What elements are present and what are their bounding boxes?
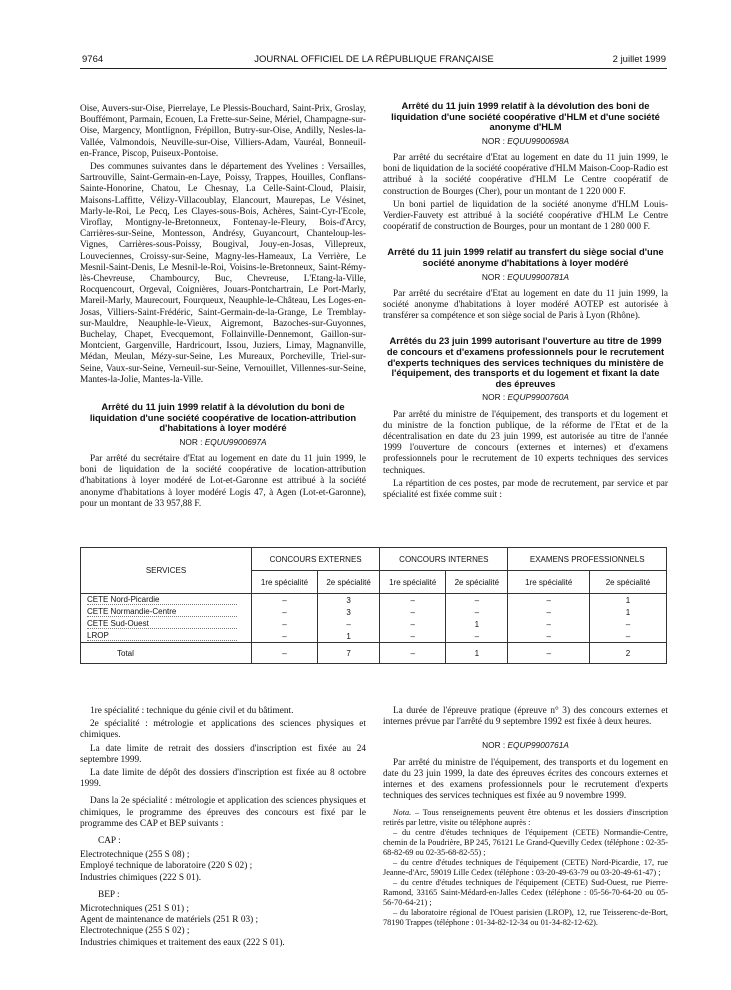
- table-row: [81, 606, 667, 618]
- table-row: [81, 630, 667, 643]
- service-name: LROP: [87, 631, 237, 641]
- paragraph: Des communes suivantes dans le département des Yvelines : Versailles, Sartrouville, Saint-Germain-en-Laye, Poissy, Trappes, Houilles, Conflans-Sainte-Honorine, Chatou, Le Chesnay, La Celle-Saint-Cloud, Plaisir, Maisons-Laffitte, Vélizy-Villacoublay, Elancourt, Maurepas, Le Vésinet, Marly-le-Roi, Le Pecq, Les Clayes-sous-Bois, Achères, Saint-Cyr-l'Ecole, Viroflay, Montigny-le-Bretonneux, Fontenay-le-Fleury, Bois-d'Arcy, Carrières-sur-Seine, Montesson, Andrésy, Guyancourt, Chanteloup-les-Vignes, Carrières-sous-Poissy, Bougival, Jouy-en-Josas, Villepreux, Louveciennes, Croissy-sur-Seine, Magny-les-Hameaux, La Verrière, Le Mesnil-Saint-Denis, Le Mesnil-le-Roi, Voisins-le-Bretonneux, Saint-Rémy-lès-Chevreuse, Chambourcy, Buc, Chevreuse, L'Etang-la-Ville, Rocquencourt, Orgeval, Coignières, Jouars-Pontchartrain, Le Port-Marly, Mareil-Marly, Maurecourt, Fourqueux, Neauphle-le-Château, Les Loges-en-Josas, Villiers-Saint-Frédéric, Saint-Germain-de-la-Grange, Le Tremblay-sur-Mauldre, Neauphle-le-Vieux, Aigremont, Bazoches-sur-Guyonnes, Buchelay, Chapet, Evecquemont, Follainville-Dennemont, Gaillon-sur-Montcient, Gargenville, Hardricourt, Issou, Juziers, Limay, Magnanville, Médan, Meulan, Mézy-sur-Seine, Les Mureaux, Porcheville, Triel-sur-Seine, Vaux-sur-Seine, Verneuil-sur-Seine, Vernouillet, Villennes-sur-Seine, Mantes-la-Jolie, Mantes-la-Ville.: [80, 162, 366, 385]
- cap-list: [80, 850, 366, 884]
- bep-label: BEP :: [98, 889, 120, 900]
- service-name: CETE Sud-Ouest: [87, 619, 237, 629]
- bep-list: [80, 904, 366, 949]
- table-cell: 1: [446, 618, 508, 630]
- table-cell: 3: [317, 606, 379, 618]
- table-row: [81, 594, 667, 607]
- list-item: Microtechniques (251 S 01) ;: [80, 904, 189, 915]
- table-cell: –: [508, 630, 589, 643]
- journal-title: JOURNAL OFFICIEL DE LA RÉPUBLIQUE FRANÇAISE: [254, 54, 494, 65]
- table-group-header: CONCOURS EXTERNES: [252, 548, 380, 571]
- table-subheader: 1re spécialité: [252, 571, 318, 594]
- table-cell: –: [446, 594, 508, 607]
- service-name: Total: [117, 648, 134, 658]
- table-cell: –: [252, 630, 318, 643]
- table-cell: 2: [589, 643, 666, 664]
- table-cell: –: [380, 630, 446, 643]
- list-item: Employé technique de laboratoire (220 S 02) ;: [80, 861, 253, 872]
- table-total-row: [81, 643, 667, 664]
- paragraph: Un boni partiel de liquidation de la société anonyme d'HLM Louis-Verdier-Fauvety est attribué à la société coopérative d'HLM Le Centre coopératif de construction de Bourges, pour un montant de 1 280 000 F.: [383, 199, 668, 233]
- paragraph: La répartition de ces postes, par mode de recrutement, par service et par spécialité est fixée comme suit :: [383, 478, 668, 500]
- table-group-header: CONCOURS INTERNES: [380, 548, 508, 571]
- paragraph: La date limite de dépôt des dossiers d'inscription est fixée au 8 octobre 1999.: [80, 768, 366, 790]
- table-cell: 1: [589, 594, 666, 607]
- column-right-bottom: [383, 706, 668, 928]
- list-item: – du laboratoire régional de l'Ouest parisien (LROP), 12, rue Teisserenc-de-Bort, 78190 Trappes (téléphone : 01-34-82-12-34 ou 01-34-82-12-62).: [383, 908, 668, 928]
- page-number: 9764: [82, 54, 104, 65]
- list-item: – du centre d'études techniques de l'équipement (CETE) Sud-Ouest, rue Pierre-Ramond, 33165 Saint-Médard-en-Jalles Cedex (téléphone : 05-56-70-64-20 ou 05-56-70-64-21) ;: [383, 878, 668, 908]
- table-cell: 1: [317, 630, 379, 643]
- paragraph: Oise, Auvers-sur-Oise, Pierrelaye, Le Plessis-Bouchard, Saint-Prix, Groslay, Bouffémont, Parmain, Ecouen, La Frette-sur-Seine, Mériel, Champagne-sur-Oise, Margency, Montlignon, Frépillon, Butry-sur-Oise, Andilly, Nesles-la-Vallée, Valmondois, Neuville-sur-Oise, Villiers-Adam, Vauréal, Bonneuil-en-France, Piscop, Puiseux-Pontoise.: [80, 104, 366, 159]
- note-text: – Tous renseignements peuvent être obtenus et les dossiers d'inscription retirés par lettre, visite ou téléphone auprès :: [383, 808, 668, 828]
- table-subheader: 1re spécialité: [508, 571, 589, 594]
- list-item: Industries chimiques et traitement des eaux (222 S 01).: [80, 937, 285, 948]
- service-name: CETE Normandie-Centre: [87, 607, 237, 617]
- table-cell: 3: [317, 594, 379, 607]
- list-item: – du centre d'études techniques de l'équipement (CETE) Normandie-Centre, chemin de la Poudrière, BP 245, 76121 Le Grand-Quevilly Cedex (téléphone : 02-35-68-82-69 ou 02-35-68-82-55) ;: [383, 828, 668, 858]
- column-right-top: [383, 101, 668, 503]
- table-subheader: 2e spécialité: [589, 571, 666, 594]
- paragraph: Par arrêté du ministre de l'équipement, des transports et du logement et du ministre de la fonction publique, de la réforme de l'Etat et de la décentralisation en date du 23 juin 1999, est autorisée au titre de l'année 1999 l'ouverture de concours (externes et internes) et d'examens professionnels pour le recrutement de 10 experts techniques des services techniques.: [383, 409, 668, 476]
- nor-reference: NOR : EQUU9900697A: [179, 436, 267, 447]
- header-rule: [80, 68, 667, 69]
- table-cell: –: [252, 606, 318, 618]
- table-cell: –: [508, 594, 589, 607]
- table-row: [81, 618, 667, 630]
- table-cell: –: [252, 643, 318, 664]
- note: [383, 808, 668, 828]
- paragraph: 2e spécialité : métrologie et applications des sciences physiques et chimiques.: [80, 719, 366, 741]
- nor-reference: NOR : EQUU9900781A: [481, 271, 570, 282]
- table-cell: –: [317, 618, 379, 630]
- table-cell: –: [589, 618, 666, 630]
- list-item: Electrotechnique (255 S 02) ;: [80, 926, 190, 937]
- decree-heading: Arrêté du 11 juin 1999 relatif au transfert du siège social d'une société anonyme d'habitations à loyer modéré: [387, 246, 664, 268]
- table-cell: –: [508, 643, 589, 664]
- table-header-services: SERVICES: [81, 548, 252, 594]
- table-body: [81, 594, 667, 664]
- paragraph: Par arrêté du ministre de l'équipement, des transports et du logement en date du 23 juin 1999, la date des épreuves écrites des concours externes et internes et des examens professionnels pour le recrutement d'experts techniques des services techniques est fixée au 9 novembre 1999.: [383, 757, 668, 802]
- paragraph: La durée de l'épreuve pratique (épreuve n° 3) des concours externes et internes prévue par l'arrêté du 9 septembre 1992 est fixée à deux heures.: [383, 706, 668, 728]
- column-left-top: [80, 104, 366, 512]
- paragraph: La date limite de retrait des dossiers d'inscription est fixée au 24 septembre 1999.: [80, 743, 366, 765]
- paragraph: 1re spécialité : technique du génie civil et du bâtiment.: [90, 706, 294, 716]
- table-cell: –: [508, 618, 589, 630]
- decree-heading: Arrêté du 11 juin 1999 relatif à la dévolution du boni de liquidation d'une société coopérative de location-attribution d'habitations à loyer modéré: [89, 401, 357, 434]
- table-cell: 1: [589, 606, 666, 618]
- nor-reference: NOR : EQUU9900698A: [481, 135, 570, 146]
- service-name: CETE Nord-Picardie: [87, 595, 237, 605]
- issue-date: 2 juillet 1999: [612, 54, 666, 65]
- table-cell: –: [446, 606, 508, 618]
- table-cell: –: [380, 606, 446, 618]
- table-subheader: 1re spécialité: [380, 571, 446, 594]
- cap-label: CAP :: [98, 836, 121, 847]
- list-item: Electrotechnique (255 S 08) ;: [80, 850, 190, 861]
- nor-reference: NOR : EQUP9900761A: [482, 740, 569, 751]
- note-list: [383, 828, 668, 928]
- table-cell: –: [252, 594, 318, 607]
- table-cell: –: [446, 630, 508, 643]
- table-cell: –: [380, 618, 446, 630]
- paragraph: Dans la 2e spécialité : métrologie et application des sciences physiques et chimiques, le programme des épreuves des concours est fixé par le programme des CAP et BEP suivants :: [80, 796, 366, 829]
- decree-heading: Arrêtés du 23 juin 1999 autorisant l'ouverture au titre de 1999 de concours et d'examens professionnels pour le recrutement d'experts techniques des services techniques du ministère de l'équipement, des transports et du logement et fixant la date des épreuves: [386, 335, 665, 389]
- table-cell: –: [589, 630, 666, 643]
- column-left-bottom: [80, 706, 366, 949]
- list-item: – du centre d'études techniques de l'équipement (CETE) Nord-Picardie, 17, rue Jeanne-d'Arc, 59019 Lille Cedex (téléphone : 03-20-49-63-79 ou 03-20-49-61-47) ;: [383, 858, 668, 878]
- list-item: Agent de maintenance de matériels (251 R 03) ;: [80, 915, 259, 926]
- table-cell: 7: [317, 643, 379, 664]
- table-cell: –: [380, 594, 446, 607]
- paragraph: Par arrêté du secrétaire d'Etat au logement en date du 11 juin 1999, le boni de liquidation de la société coopérative de location-attribution d'habitations à loyer modéré de Lot-et-Garonne est attribué à la société anonyme d'habitations à loyer modéré Logis 47, à Agen (Lot-et-Garonne), pour un montant de 33 957,88 F.: [80, 454, 366, 509]
- table-cell: –: [380, 643, 446, 664]
- table-cell: –: [508, 606, 589, 618]
- table-subheader: 2e spécialité: [446, 571, 508, 594]
- posts-table: [80, 547, 667, 664]
- table-group-header: EXAMENS PROFESSIONNELS: [508, 548, 667, 571]
- paragraph: Par arrêté du secrétaire d'Etat au logement en date du 11 juin 1999, la société anonyme d'habitations à loyer modéré AOTEP est autorisée à transférer sa compétence et son siège social de Paris à Lyon (Rhône).: [383, 288, 668, 322]
- note-label: Nota.: [393, 808, 412, 818]
- decree-heading: Arrêté du 11 juin 1999 relatif à la dévolution des boni de liquidation d'une société coopérative d'HLM et d'une société anonyme d'HLM: [391, 100, 660, 133]
- nor-reference: NOR : EQUP9900760A: [482, 392, 569, 403]
- table-cell: 1: [446, 643, 508, 664]
- table-cell: –: [252, 618, 318, 630]
- paragraph: Par arrêté du secrétaire d'Etat au logement en date du 11 juin 1999, le boni de liquidation de la société coopérative d'HLM Maison-Coop-Radio est attribué à la société coopérative d'HLM Le Centre coopératif de construction de Bourges (Cher), pour un montant de 1 220 000 F.: [383, 152, 668, 197]
- list-item: Industries chimiques (222 S 01).: [80, 872, 202, 883]
- table-subheader: 2e spécialité: [317, 571, 379, 594]
